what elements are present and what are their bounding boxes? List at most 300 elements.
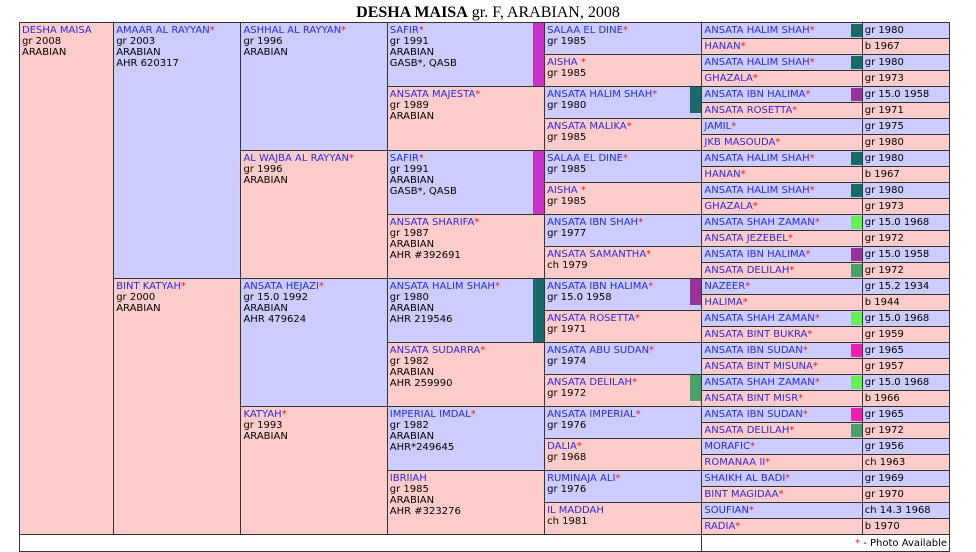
- photo-star: *: [626, 121, 632, 132]
- horse-info: gr 1971: [864, 105, 904, 116]
- gen5-ancestor-cell: [702, 455, 862, 471]
- horse-name-link[interactable]: KATYAH: [243, 409, 282, 420]
- horse-name-link[interactable]: ANSATA SHARIFA: [389, 217, 475, 228]
- photo-star: *: [805, 89, 811, 100]
- gen5-info-cell: [862, 103, 949, 119]
- horse-name-link[interactable]: ANSATA IBN HALIMA: [547, 281, 649, 292]
- horse-info: ARABIAN: [389, 47, 435, 58]
- horse-name-link[interactable]: SALAA EL DINE: [547, 25, 623, 36]
- horse-info: gr 1972: [864, 265, 904, 276]
- gen5-info-cell: [862, 519, 949, 535]
- gen5-info-cell: [862, 263, 949, 279]
- horse-name-link[interactable]: RADIA: [704, 521, 736, 532]
- gen5-ancestor-cell: [702, 439, 862, 455]
- horse-info: ARABIAN: [389, 111, 435, 122]
- horse-info: AHR #323276: [389, 506, 461, 517]
- horse-name-link[interactable]: HANAN: [704, 169, 741, 180]
- gen4-ancestor-cell: [545, 247, 702, 279]
- footer-spacer: [20, 535, 702, 552]
- gen5-info-cell: [862, 311, 949, 327]
- gen4-ancestor-cell: [545, 407, 702, 439]
- photo-star: *: [809, 57, 815, 68]
- horse-name-link[interactable]: ANSATA ROSETTA: [547, 313, 635, 324]
- photo-star: *: [787, 233, 793, 244]
- horse-name-link[interactable]: ANSATA HALIM SHAH: [704, 25, 810, 36]
- gen3-ancestor-cell: [387, 215, 544, 279]
- horse-name-link[interactable]: RUMINAJA ALI: [547, 473, 616, 484]
- horse-info: b 1966: [864, 393, 900, 404]
- horse-name-link[interactable]: ANSATA BINT MISR: [704, 393, 799, 404]
- photo-star: *: [731, 121, 737, 132]
- gen4-ancestor-cell: [545, 471, 702, 503]
- photo-star: *: [798, 393, 804, 404]
- horse-info: gr 1972: [864, 233, 904, 244]
- gen5-info-cell: [862, 135, 949, 151]
- photo-star: *: [789, 265, 795, 276]
- gen5-ancestor-cell: [702, 247, 862, 263]
- photo-star: *: [809, 185, 815, 196]
- horse-name-link[interactable]: ANSATA IBN SHAH: [547, 217, 639, 228]
- color-marker: [851, 216, 862, 229]
- photo-star: *: [752, 201, 758, 212]
- gen5-ancestor-cell: [702, 199, 862, 215]
- horse-info: GASB*, QASB: [389, 58, 457, 69]
- horse-name-link[interactable]: ANSATA BINT BUKRA: [704, 329, 808, 340]
- photo-star: *: [649, 345, 655, 356]
- horse-name-link[interactable]: DALIA: [547, 441, 577, 452]
- gen5-ancestor-cell: [702, 39, 862, 55]
- photo-star: *: [576, 441, 582, 452]
- color-marker: [690, 375, 701, 401]
- horse-info: gr 1980: [389, 292, 429, 303]
- horse-info: gr 2003: [116, 36, 156, 47]
- horse-info: gr 1987: [389, 228, 429, 239]
- photo-star: *: [474, 217, 480, 228]
- gen5-ancestor-cell: [702, 87, 862, 103]
- gen3-ancestor-cell: [387, 279, 544, 343]
- horse-name-link[interactable]: ANSATA ABU SUDAN: [547, 345, 650, 356]
- horse-name-link[interactable]: ANSATA HALIM SHAH: [547, 89, 653, 100]
- gen5-ancestor-cell: [702, 375, 862, 391]
- gen5-info-cell: [862, 439, 949, 455]
- color-marker: [851, 376, 862, 389]
- photo-star: *: [752, 73, 758, 84]
- gen5-info-cell: [862, 391, 949, 407]
- horse-name-link[interactable]: IBRIIAH: [389, 473, 427, 484]
- horse-name-link[interactable]: ANSATA IMPERIAL: [547, 409, 636, 420]
- horse-info: gr 15.0 1968: [864, 217, 930, 228]
- horse-name-link[interactable]: ASHHAL AL RAYYAN: [243, 25, 342, 36]
- color-marker: [533, 279, 544, 342]
- horse-name-link[interactable]: ANSATA HALIM SHAH: [389, 281, 495, 292]
- gen5-ancestor-cell: [702, 263, 862, 279]
- gen5-ancestor-cell: [702, 407, 862, 423]
- horse-name-link[interactable]: GHAZALA: [704, 73, 753, 84]
- horse-info: gr 15.0 1958: [547, 292, 612, 303]
- horse-info: gr 1970: [864, 489, 904, 500]
- photo-star: *: [281, 409, 287, 420]
- photo-star: *: [634, 313, 640, 324]
- horse-info: ARABIAN: [116, 47, 161, 58]
- gen5-ancestor-cell: [702, 231, 862, 247]
- horse-name-link[interactable]: AMAAR AL RAYYAN: [116, 25, 210, 36]
- photo-star: *: [209, 25, 215, 36]
- photo-star: *: [750, 441, 755, 452]
- horse-info: gr 15.2 1934: [864, 281, 930, 292]
- gen2-ancestor-cell: [241, 151, 387, 279]
- color-marker: [851, 24, 862, 37]
- horse-info: GASB*, QASB: [389, 186, 457, 197]
- gen3-ancestor-cell: [387, 87, 544, 151]
- horse-info: gr 1980: [864, 25, 904, 36]
- gen4-ancestor-cell: [545, 343, 702, 375]
- photo-star: *: [470, 409, 476, 420]
- horse-info: gr 1993: [243, 420, 283, 431]
- gen5-info-cell: [862, 343, 949, 359]
- horse-name-link[interactable]: ANSATA IBN HALIMA: [704, 249, 806, 260]
- horse-name-link[interactable]: SAFIR: [389, 25, 419, 36]
- photo-star: *: [805, 249, 811, 260]
- gen5-info-cell: [862, 23, 949, 39]
- horse-info: gr 15.0 1968: [864, 313, 930, 324]
- horse-name-link[interactable]: ANSATA SHAH ZAMAN: [704, 313, 815, 324]
- color-marker: [851, 248, 862, 261]
- horse-info: gr 1982: [389, 420, 429, 431]
- horse-info: gr 1989: [389, 100, 429, 111]
- horse-info: b 1967: [864, 169, 900, 180]
- horse-name-link[interactable]: JKB MASOUDA: [704, 137, 776, 148]
- horse-name-link[interactable]: BINT KATYAH: [116, 281, 182, 292]
- horse-info: gr 1996: [243, 36, 283, 47]
- horse-info: gr 1975: [864, 121, 904, 132]
- horse-info: gr 1957: [864, 361, 904, 372]
- photo-star: *: [745, 281, 751, 292]
- gen5-ancestor-cell: [702, 151, 862, 167]
- gen5-info-cell: [862, 423, 949, 439]
- gen4-ancestor-cell: [545, 183, 702, 215]
- gen5-ancestor-cell: [702, 119, 862, 135]
- horse-name-link[interactable]: AISHA: [547, 185, 581, 196]
- photo-star: *: [740, 41, 746, 52]
- horse-name-link[interactable]: ANSATA SUDARRA: [389, 345, 481, 356]
- gen5-info-cell: [862, 455, 949, 471]
- horse-info: gr 1976: [547, 484, 587, 495]
- gen2-ancestor-cell: [241, 279, 387, 407]
- photo-star: *: [181, 281, 187, 292]
- horse-name-link[interactable]: IMPERIAL IMDAL: [389, 409, 471, 420]
- photo-star: *: [480, 345, 486, 356]
- gen5-info-cell: [862, 167, 949, 183]
- horse-info: ARABIAN: [243, 175, 288, 186]
- photo-star: *: [814, 217, 820, 228]
- horse-info: gr 2008: [22, 36, 62, 47]
- gen4-ancestor-cell: [545, 151, 702, 183]
- gen5-info-cell: [862, 151, 949, 167]
- horse-name-link[interactable]: NAZEER: [704, 281, 746, 292]
- horse-name-link[interactable]: ANSATA SAMANTHA: [547, 249, 647, 260]
- horse-name-link[interactable]: SAFIR: [389, 153, 419, 164]
- horse-info: b 1944: [864, 297, 900, 308]
- horse-name-link[interactable]: ANSATA IBN HALIMA: [704, 89, 806, 100]
- horse-info: gr 1980: [864, 185, 904, 196]
- horse-info: gr 1965: [864, 409, 904, 420]
- horse-info: ARABIAN: [389, 175, 435, 186]
- photo-star: *: [740, 169, 746, 180]
- horse-name-link[interactable]: DESHA MAISA: [22, 25, 92, 36]
- horse-info: gr 1985: [547, 68, 587, 79]
- horse-info: gr 1980: [864, 153, 904, 164]
- horse-info: AHR*249645: [389, 442, 455, 453]
- horse-info: gr 15.0 1958: [864, 249, 930, 260]
- horse-name-heading: DESHA MAISA: [356, 4, 468, 21]
- horse-name-link[interactable]: IL MADDAH: [547, 505, 604, 516]
- color-marker: [851, 424, 862, 437]
- photo-star: *: [646, 249, 652, 260]
- horse-info: ARABIAN: [243, 431, 288, 442]
- photo-star: *: [418, 153, 424, 164]
- photo-star: *: [341, 25, 347, 36]
- horse-name-link[interactable]: ANSATA MAJESTA: [389, 89, 476, 100]
- horse-name-link[interactable]: ANSATA HALIM SHAH: [704, 185, 810, 196]
- horse-info: gr 2000: [116, 292, 156, 303]
- photo-star: *: [622, 25, 628, 36]
- gen5-ancestor-cell: [702, 71, 862, 87]
- color-marker: [851, 88, 862, 101]
- horse-info: AHR 479624: [243, 314, 307, 325]
- horse-name-link[interactable]: ANSATA BINT MISUNA: [704, 361, 813, 372]
- photo-star: *: [349, 153, 355, 164]
- horse-name-link[interactable]: HALIMA: [704, 297, 743, 308]
- color-marker: [690, 87, 701, 113]
- horse-info: ARABIAN: [389, 303, 435, 314]
- horse-info: ARABIAN: [389, 239, 435, 250]
- color-marker: [851, 152, 862, 165]
- horse-info: ARABIAN: [243, 303, 288, 314]
- photo-star: *: [814, 377, 820, 388]
- horse-details-heading: gr. F, ARABIAN, 2008: [471, 4, 620, 21]
- photo-star: *: [802, 409, 808, 420]
- photo-star: *: [807, 329, 813, 340]
- gen5-ancestor-cell: [702, 487, 862, 503]
- horse-info: gr 1965: [864, 345, 904, 356]
- gen4-ancestor-cell: [545, 23, 702, 55]
- photo-star: *: [648, 281, 654, 292]
- gen5-ancestor-cell: [702, 423, 862, 439]
- horse-info: ARABIAN: [243, 47, 288, 58]
- color-marker: [533, 151, 544, 214]
- photo-star: *: [735, 521, 741, 532]
- horse-name-link[interactable]: ANSATA SHAH ZAMAN: [704, 377, 815, 388]
- photo-legend: * - Photo Available: [702, 535, 950, 552]
- color-marker: [851, 312, 862, 325]
- horse-info: AHR 620317: [116, 58, 179, 69]
- gen5-info-cell: [862, 503, 949, 519]
- gen4-ancestor-cell: [545, 311, 702, 343]
- horse-info: AHR 219546: [389, 314, 453, 325]
- horse-info: AHR #392691: [389, 250, 461, 261]
- horse-info: b 1967: [864, 41, 900, 52]
- horse-name-link[interactable]: AISHA: [547, 57, 581, 68]
- photo-star: *: [318, 281, 324, 292]
- gen5-ancestor-cell: [702, 327, 862, 343]
- photo-star: *: [475, 89, 481, 100]
- horse-name-link[interactable]: JAMIL: [704, 121, 732, 132]
- horse-info: gr 1972: [864, 425, 904, 436]
- gen4-ancestor-cell: [545, 87, 702, 119]
- horse-info: gr 1974: [547, 356, 587, 367]
- horse-info: gr 1977: [547, 228, 587, 239]
- pedigree-title: [0, 4, 976, 22]
- gen4-ancestor-cell: [545, 439, 702, 471]
- photo-star: *: [809, 153, 815, 164]
- color-marker: [851, 56, 862, 69]
- horse-name-link[interactable]: GHAZALA: [704, 201, 753, 212]
- gen1-ancestor-cell: [114, 23, 241, 279]
- horse-info: gr 1985: [547, 36, 587, 47]
- pedigree-row: [20, 23, 950, 39]
- horse-info: gr 1968: [547, 452, 587, 463]
- horse-info: gr 1980: [864, 137, 904, 148]
- horse-info: ch 1979: [547, 260, 588, 271]
- horse-name-link[interactable]: BINT MAGIDAA: [704, 489, 779, 500]
- horse-name-link[interactable]: ANSATA IBN SUDAN: [704, 345, 803, 356]
- horse-info: gr 15.0 1968: [864, 377, 930, 388]
- gen5-ancestor-cell: [702, 183, 862, 199]
- horse-name-link[interactable]: ANSATA ROSETTA: [704, 105, 793, 116]
- gen5-info-cell: [862, 471, 949, 487]
- photo-star: *: [785, 473, 791, 484]
- photo-star: *: [802, 345, 808, 356]
- gen5-info-cell: [862, 327, 949, 343]
- gen5-info-cell: [862, 247, 949, 263]
- horse-info: gr 15.0 1958: [864, 89, 930, 100]
- gen5-ancestor-cell: [702, 103, 862, 119]
- gen5-info-cell: [862, 295, 949, 311]
- gen5-ancestor-cell: [702, 279, 862, 295]
- horse-name-link[interactable]: AL WAJBA AL RAYYAN: [243, 153, 350, 164]
- gen4-ancestor-cell: [545, 215, 702, 247]
- horse-info: b 1970: [864, 521, 900, 532]
- gen4-ancestor-cell: [545, 55, 702, 87]
- gen5-ancestor-cell: [702, 503, 862, 519]
- horse-name-link[interactable]: HANAN: [704, 41, 741, 52]
- gen5-info-cell: [862, 359, 949, 375]
- horse-name-link[interactable]: ANSATA HEJAZI: [243, 281, 319, 292]
- horse-info: gr 15.0 1992: [243, 292, 308, 303]
- gen5-ancestor-cell: [702, 135, 862, 151]
- photo-star: *: [418, 25, 424, 36]
- horse-name-link[interactable]: ANSATA IBN SUDAN: [704, 409, 803, 420]
- gen4-ancestor-cell: [545, 119, 702, 151]
- horse-name-link[interactable]: ANSATA MALIKA: [547, 121, 627, 132]
- gen5-info-cell: [862, 215, 949, 231]
- gen5-ancestor-cell: [702, 295, 862, 311]
- horse-name-link[interactable]: ANSATA SHAH ZAMAN: [704, 217, 815, 228]
- horse-name-link[interactable]: ANSATA JEZEBEL: [704, 233, 788, 244]
- gen5-ancestor-cell: [702, 343, 862, 359]
- horse-info: ARABIAN: [116, 303, 161, 314]
- photo-star: *: [580, 57, 586, 68]
- horse-name-link[interactable]: ANSATA DELILAH: [704, 425, 790, 436]
- horse-name-link[interactable]: ANSATA DELILAH: [547, 377, 633, 388]
- gen2-ancestor-cell: [241, 407, 387, 535]
- pedigree-row: [20, 279, 950, 295]
- photo-star: *: [789, 425, 795, 436]
- photo-star: *: [632, 377, 638, 388]
- gen5-ancestor-cell: [702, 519, 862, 535]
- gen5-ancestor-cell: [702, 55, 862, 71]
- horse-info: gr 1991: [389, 36, 429, 47]
- horse-name-link[interactable]: SOUFIAN: [704, 505, 749, 516]
- gen5-ancestor-cell: [702, 359, 862, 375]
- horse-name-link[interactable]: ROMANAA II: [704, 457, 766, 468]
- horse-info: gr 1959: [864, 329, 904, 340]
- photo-star: *: [778, 489, 784, 500]
- gen3-ancestor-cell: [387, 23, 544, 87]
- horse-info: AHR 259990: [389, 378, 453, 389]
- gen5-info-cell: [862, 87, 949, 103]
- horse-name-link[interactable]: SALAA EL DINE: [547, 153, 623, 164]
- gen4-ancestor-cell: [545, 503, 702, 535]
- photo-star: *: [748, 505, 754, 516]
- color-marker: [851, 184, 862, 197]
- gen5-ancestor-cell: [702, 471, 862, 487]
- color-marker: [851, 344, 862, 357]
- gen5-ancestor-cell: [702, 311, 862, 327]
- horse-info: gr 1973: [864, 73, 904, 84]
- gen5-info-cell: [862, 375, 949, 391]
- gen5-ancestor-cell: [702, 391, 862, 407]
- photo-star: *: [775, 137, 781, 148]
- horse-info: gr 1991: [389, 164, 429, 175]
- gen5-info-cell: [862, 279, 949, 295]
- horse-name-link[interactable]: SHAIKH AL BADI: [704, 473, 786, 484]
- horse-info: gr 1976: [547, 420, 587, 431]
- horse-name-link[interactable]: ANSATA HALIM SHAH: [704, 153, 810, 164]
- gen5-info-cell: [862, 231, 949, 247]
- color-marker: [851, 264, 862, 277]
- photo-star: *: [765, 457, 771, 468]
- gen5-ancestor-cell: [702, 167, 862, 183]
- horse-info: gr 1956: [864, 441, 904, 452]
- horse-info: ARABIAN: [22, 47, 67, 58]
- pedigree-table: [19, 22, 950, 552]
- horse-info: gr 1980: [864, 57, 904, 68]
- horse-info: gr 1980: [547, 100, 587, 111]
- horse-info: ch 1963: [864, 457, 906, 468]
- horse-info: gr 1972: [547, 388, 587, 399]
- horse-info: gr 1996: [243, 164, 283, 175]
- photo-star: *: [622, 153, 628, 164]
- gen4-ancestor-cell: [545, 279, 702, 311]
- horse-info: ch 1981: [547, 516, 588, 527]
- horse-name-link[interactable]: ANSATA DELILAH: [704, 265, 790, 276]
- gen5-info-cell: [862, 55, 949, 71]
- horse-info: ARABIAN: [389, 367, 435, 378]
- gen5-info-cell: [862, 39, 949, 55]
- horse-info: gr 1985: [547, 132, 587, 143]
- gen4-ancestor-cell: [545, 375, 702, 407]
- gen5-info-cell: [862, 199, 949, 215]
- gen1-ancestor-cell: [114, 279, 241, 535]
- horse-name-link[interactable]: MORAFIC: [704, 441, 750, 452]
- color-marker: [690, 279, 701, 305]
- gen5-info-cell: [862, 183, 949, 199]
- gen0-ancestor-cell: [20, 23, 114, 535]
- color-marker: [851, 408, 862, 421]
- horse-name-link[interactable]: ANSATA HALIM SHAH: [704, 57, 810, 68]
- horse-info: gr 1982: [389, 356, 429, 367]
